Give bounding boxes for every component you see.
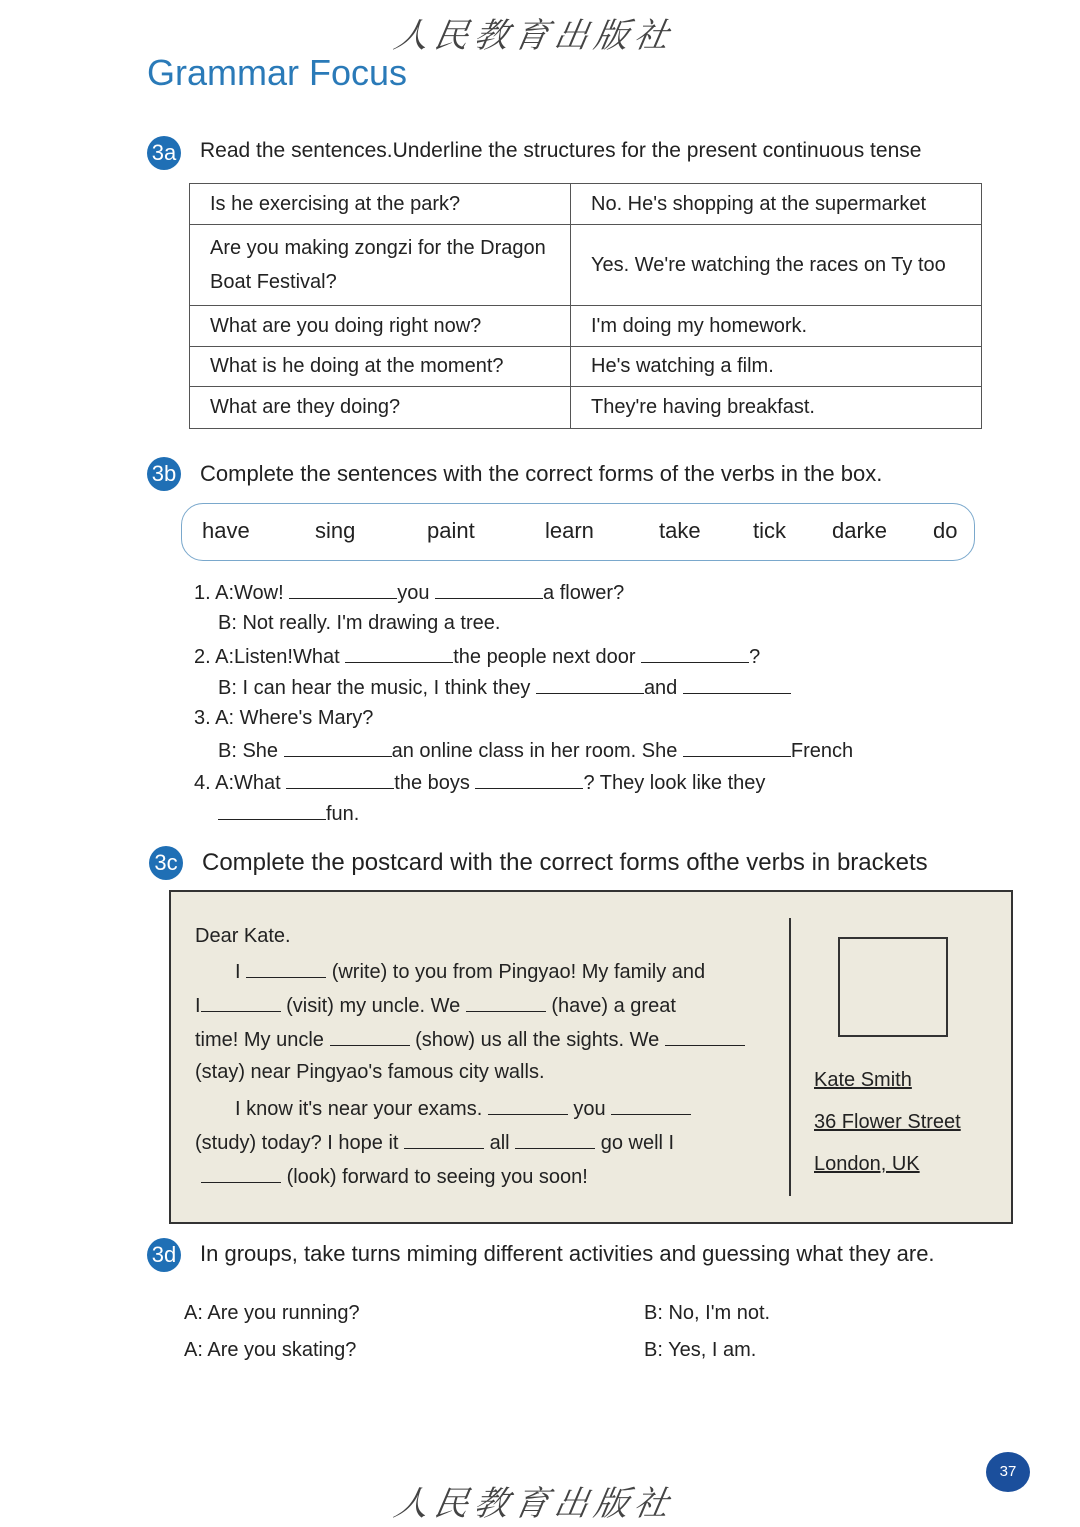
section-badge-3d: 3d xyxy=(147,1238,181,1272)
word-box-item: sing xyxy=(315,518,356,543)
answer-cell: Yes. We're watching the races on Ty too xyxy=(571,225,982,306)
section-3c-instruction: Complete the postcard with the correct forms ofthe verbs in brackets xyxy=(202,849,928,876)
postcard-line xyxy=(201,1164,588,1189)
exercise-text: 1. A:Wow! xyxy=(194,582,284,604)
postcard-line: (stay) near Pingyao's famous city walls. xyxy=(195,1061,545,1083)
stamp-box xyxy=(838,937,948,1037)
exercise-line xyxy=(194,580,624,605)
answer-blank[interactable] xyxy=(284,738,392,757)
publisher-logo-top: 人民教育出版社 xyxy=(390,16,678,56)
exercise-line xyxy=(218,738,853,763)
answer-blank[interactable] xyxy=(330,1027,410,1046)
answer-cell: I'm doing my homework. xyxy=(571,306,982,347)
table-row xyxy=(190,387,982,429)
page-title: Grammar Focus xyxy=(147,52,408,93)
postcard-divider xyxy=(789,918,791,1196)
answer-blank[interactable] xyxy=(611,1096,691,1115)
address-name: Kate Smith xyxy=(814,1069,912,1091)
postcard-text: I know it's near your exams. xyxy=(235,1098,483,1120)
answer-blank[interactable] xyxy=(536,675,644,694)
answer-cell: He's watching a film. xyxy=(571,347,982,387)
answer-blank[interactable] xyxy=(665,1027,745,1046)
postcard-line xyxy=(195,1130,674,1155)
answer-blank[interactable] xyxy=(683,738,791,757)
answer-blank[interactable] xyxy=(466,993,546,1012)
exercise-text: 2. A:Listen!What xyxy=(194,646,340,668)
postcard-text: (study) today? I hope it xyxy=(195,1132,399,1154)
table-row xyxy=(190,306,982,347)
address-street: 36 Flower Street xyxy=(814,1111,961,1133)
question-cell: What are they doing? xyxy=(190,387,571,429)
dialogue-line: A: Are you skating? xyxy=(184,1339,357,1361)
postcard-text: you xyxy=(573,1098,606,1120)
question-cell: Is he exercising at the park? xyxy=(190,184,571,225)
exercise-text: the people next door xyxy=(453,646,636,668)
exercise-line: 3. A: Where's Mary? xyxy=(194,707,374,729)
exercise-line: B: Not really. I'm drawing a tree. xyxy=(218,612,501,634)
answer-blank[interactable] xyxy=(345,644,453,663)
answer-blank[interactable] xyxy=(488,1096,568,1115)
page-number: 37 xyxy=(986,1452,1030,1492)
exercise-text: the boys xyxy=(394,772,470,794)
answer-blank[interactable] xyxy=(404,1130,484,1149)
dialogue-line: B: Yes, I am. xyxy=(644,1339,757,1361)
answer-blank[interactable] xyxy=(475,770,583,789)
publisher-logo-bottom: 人民教育出版社 xyxy=(390,1484,678,1524)
question-cell: What are you doing right now? xyxy=(190,306,571,347)
answer-blank[interactable] xyxy=(286,770,394,789)
exercise-text: ? xyxy=(749,646,761,668)
postcard-text: (visit) my uncle. We xyxy=(286,995,461,1017)
word-box-item: darke xyxy=(832,518,888,543)
postcard-text: (look) forward to seeing you soon! xyxy=(286,1166,588,1188)
postcard-text: I xyxy=(195,995,201,1017)
answer-blank[interactable] xyxy=(435,580,543,599)
section-badge-3b: 3b xyxy=(147,457,181,491)
dialogue-line: A: Are you running? xyxy=(184,1302,360,1324)
exercise-text: an online class in her room. She xyxy=(391,740,678,762)
answer-cell: They're having breakfast. xyxy=(571,387,982,429)
exercise-text: B: I can hear the music, I think they xyxy=(218,677,531,699)
section-badge-3c: 3c xyxy=(149,846,183,880)
word-box-item: do xyxy=(933,518,958,543)
question-cell: What is he doing at the moment? xyxy=(190,347,571,387)
postcard-line xyxy=(235,1096,691,1121)
address-city: London, UK xyxy=(814,1153,920,1175)
postcard-text: go well I xyxy=(600,1132,675,1154)
postcard-text: (have) a great xyxy=(551,995,676,1017)
answer-blank[interactable] xyxy=(683,675,791,694)
qa-table xyxy=(189,183,982,429)
postcard-text: all xyxy=(489,1132,510,1154)
table-row xyxy=(190,347,982,387)
word-box-item: tick xyxy=(753,518,786,543)
answer-blank[interactable] xyxy=(515,1130,595,1149)
exercise-text: a flower? xyxy=(543,582,625,604)
postcard-line xyxy=(195,993,676,1018)
exercise-text: fun. xyxy=(326,803,360,825)
section-3b-instruction: Complete the sentences with the correct forms of the verbs in the box. xyxy=(200,461,883,486)
exercise-line xyxy=(194,770,765,795)
answer-blank[interactable] xyxy=(246,959,326,978)
exercise-text: you xyxy=(397,582,430,604)
word-box-item: take xyxy=(659,518,701,543)
postcard-line xyxy=(235,959,705,984)
exercise-line xyxy=(194,644,760,669)
answer-blank[interactable] xyxy=(289,580,397,599)
postcard-greeting: Dear Kate. xyxy=(195,925,291,947)
postcard-text: (show) us all the sights. We xyxy=(415,1029,660,1051)
section-badge-3a: 3a xyxy=(147,136,181,170)
question-cell: Are you making zongzi for the Dragon Boat Festival? xyxy=(190,225,571,306)
postcard-text: time! My uncle xyxy=(195,1029,324,1051)
postcard-text: I xyxy=(235,961,241,983)
exercise-text: French xyxy=(790,740,854,762)
answer-blank[interactable] xyxy=(641,644,749,663)
section-3d-instruction: In groups, take turns miming different activities and guessing what they are. xyxy=(200,1241,935,1266)
postcard-line xyxy=(195,1027,745,1052)
dialogue-line: B: No, I'm not. xyxy=(644,1302,771,1324)
answer-blank[interactable] xyxy=(218,801,326,820)
exercise-text: and xyxy=(643,677,678,699)
word-box-item: have xyxy=(202,518,250,543)
answer-blank[interactable] xyxy=(201,993,281,1012)
answer-cell: No. He's shopping at the supermarket xyxy=(571,184,982,225)
table-row xyxy=(190,184,982,225)
answer-blank[interactable] xyxy=(201,1164,281,1183)
exercise-line xyxy=(218,801,359,826)
word-box-item: learn xyxy=(545,518,594,543)
exercise-text: 4. A:What xyxy=(194,772,281,794)
exercise-text: ? They look like they xyxy=(583,772,766,794)
postcard-text: (write) to you from Pingyao! My family and xyxy=(331,961,706,983)
exercise-text: B: She xyxy=(218,740,279,762)
exercise-line xyxy=(218,675,791,700)
table-row xyxy=(190,225,982,306)
word-box-item: paint xyxy=(427,518,475,543)
section-3a-instruction: Read the sentences.Underline the structures for the present continuous tense xyxy=(200,139,922,162)
